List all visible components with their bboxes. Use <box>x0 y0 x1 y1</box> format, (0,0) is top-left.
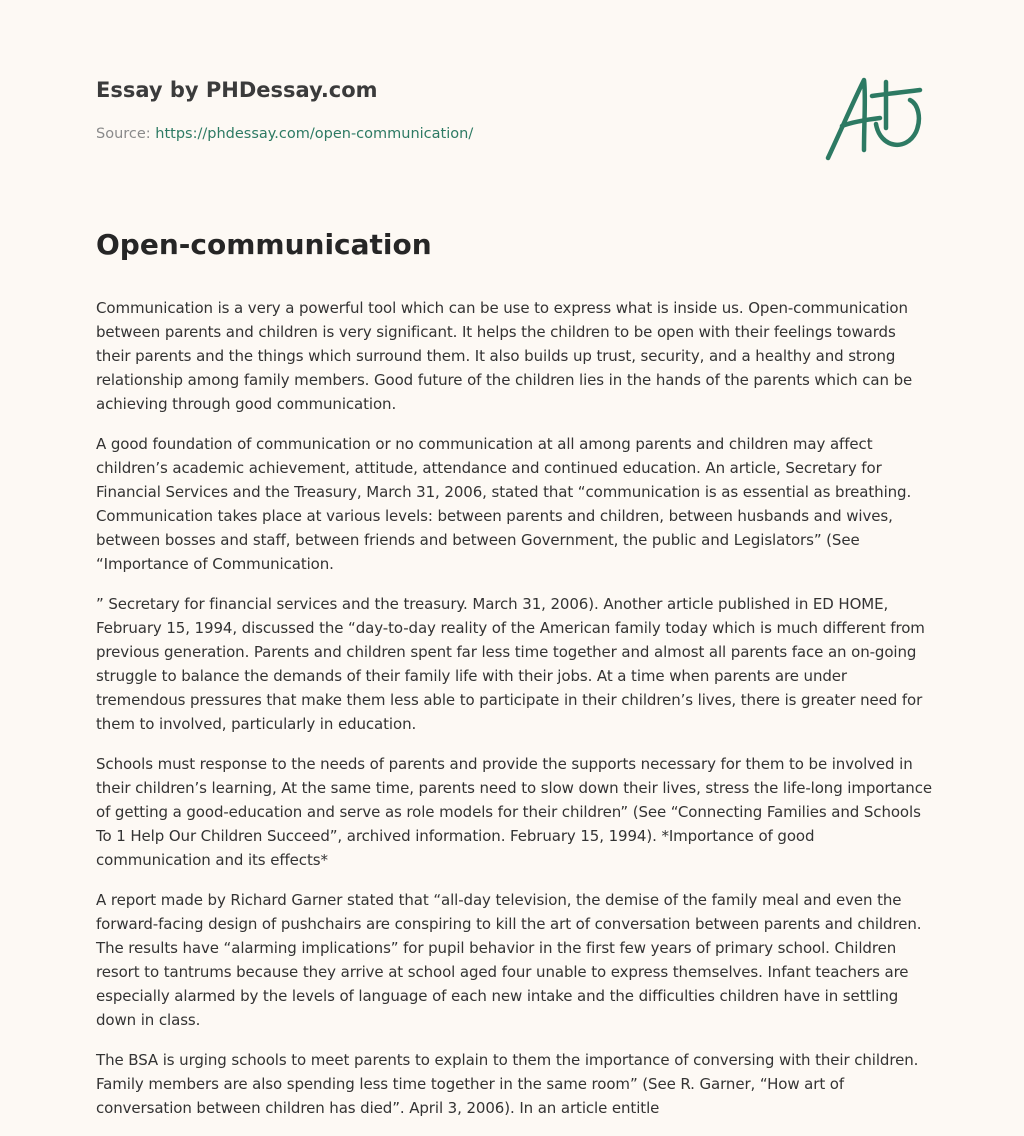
source-label: Source: <box>96 126 151 142</box>
essay-content <box>96 222 932 1136</box>
a-plus-logo <box>820 66 930 166</box>
essay-paragraph: A report made by Richard Garner stated that “all-day television, the demise of the family meal and even the forward-facing design of pushchairs are conspiring to kill the art of conversation between parents and children. The results have “alarming implications” for pupil behavior in the first few years of primary school. Children resort to tantrums because they arrive at school aged four unable to express themselves. Infant teachers are especially alarmed by the levels of language of each new intake and the difficulties children have in settling down in class. <box>96 891 922 1029</box>
essay-paragraph: ” Secretary for financial services and the treasury. March 31, 2006). Another article published in ED HOME, February 15, 1994, discussed the “day-to-day reality of the American family today which is much different from previous generation. Parents and children spent far less time together and almost all parents face an on-going struggle to balance the demands of their family life with their jobs. At a time when parents are under tremendous pressures that make them less able to participate in their children’s lives, there is greater need for them to involved, particularly in education. <box>96 595 925 733</box>
essay-paragraph: Schools must response to the needs of parents and provide the supports necessary for them to be involved in their children’s learning, At the same time, parents need to slow down their lives, stress the life-long importance of getting a good-education and serve as role models for their children” (See “Connecting Families and Schools To 1 Help Our Children Succeed”, archived information. February 15, 1994). *Importance of good communication and its effects* <box>96 755 932 869</box>
page-header <box>96 74 816 144</box>
essay-paragraph: A good foundation of communication or no communication at all among parents and children may affect children’s academic achievement, attitude, attendance and continued education. An article, Secretary for Financial Services and the Treasury, March 31, 2006, stated that “communication is as essential as breathing. Communication takes place at various levels: between parents and children, between husbands and wives, between bosses and staff, between friends and between Government, the public and Legislators” (See “Importance of Communication. <box>96 435 912 573</box>
site-title: Essay by PHDessay.com <box>96 78 378 102</box>
source-link[interactable]: https://phdessay.com/open-communication/ <box>155 126 474 142</box>
a-plus-logo-icon <box>820 66 930 166</box>
essay-paragraph: The BSA is urging schools to meet parents to explain to them the importance of conversing with their children. Family members are also spending less time together in the same room” (See R. Garner, “How art of conversation between children has died”. April 3, 2006). In an article entitle <box>96 1051 919 1117</box>
essay-paragraph: Communication is a very a powerful tool which can be use to express what is inside us. Open-communication between parents and children is very significant. It helps the children to be open with their feelings towards their parents and the things which surround them. It also builds up trust, security, and a healthy and strong relationship among family members. Good future of the children lies in the hands of the parents which can be achieving through good communication. <box>96 299 913 413</box>
essay-title: Open-communication <box>96 228 432 261</box>
source-line <box>96 124 816 144</box>
